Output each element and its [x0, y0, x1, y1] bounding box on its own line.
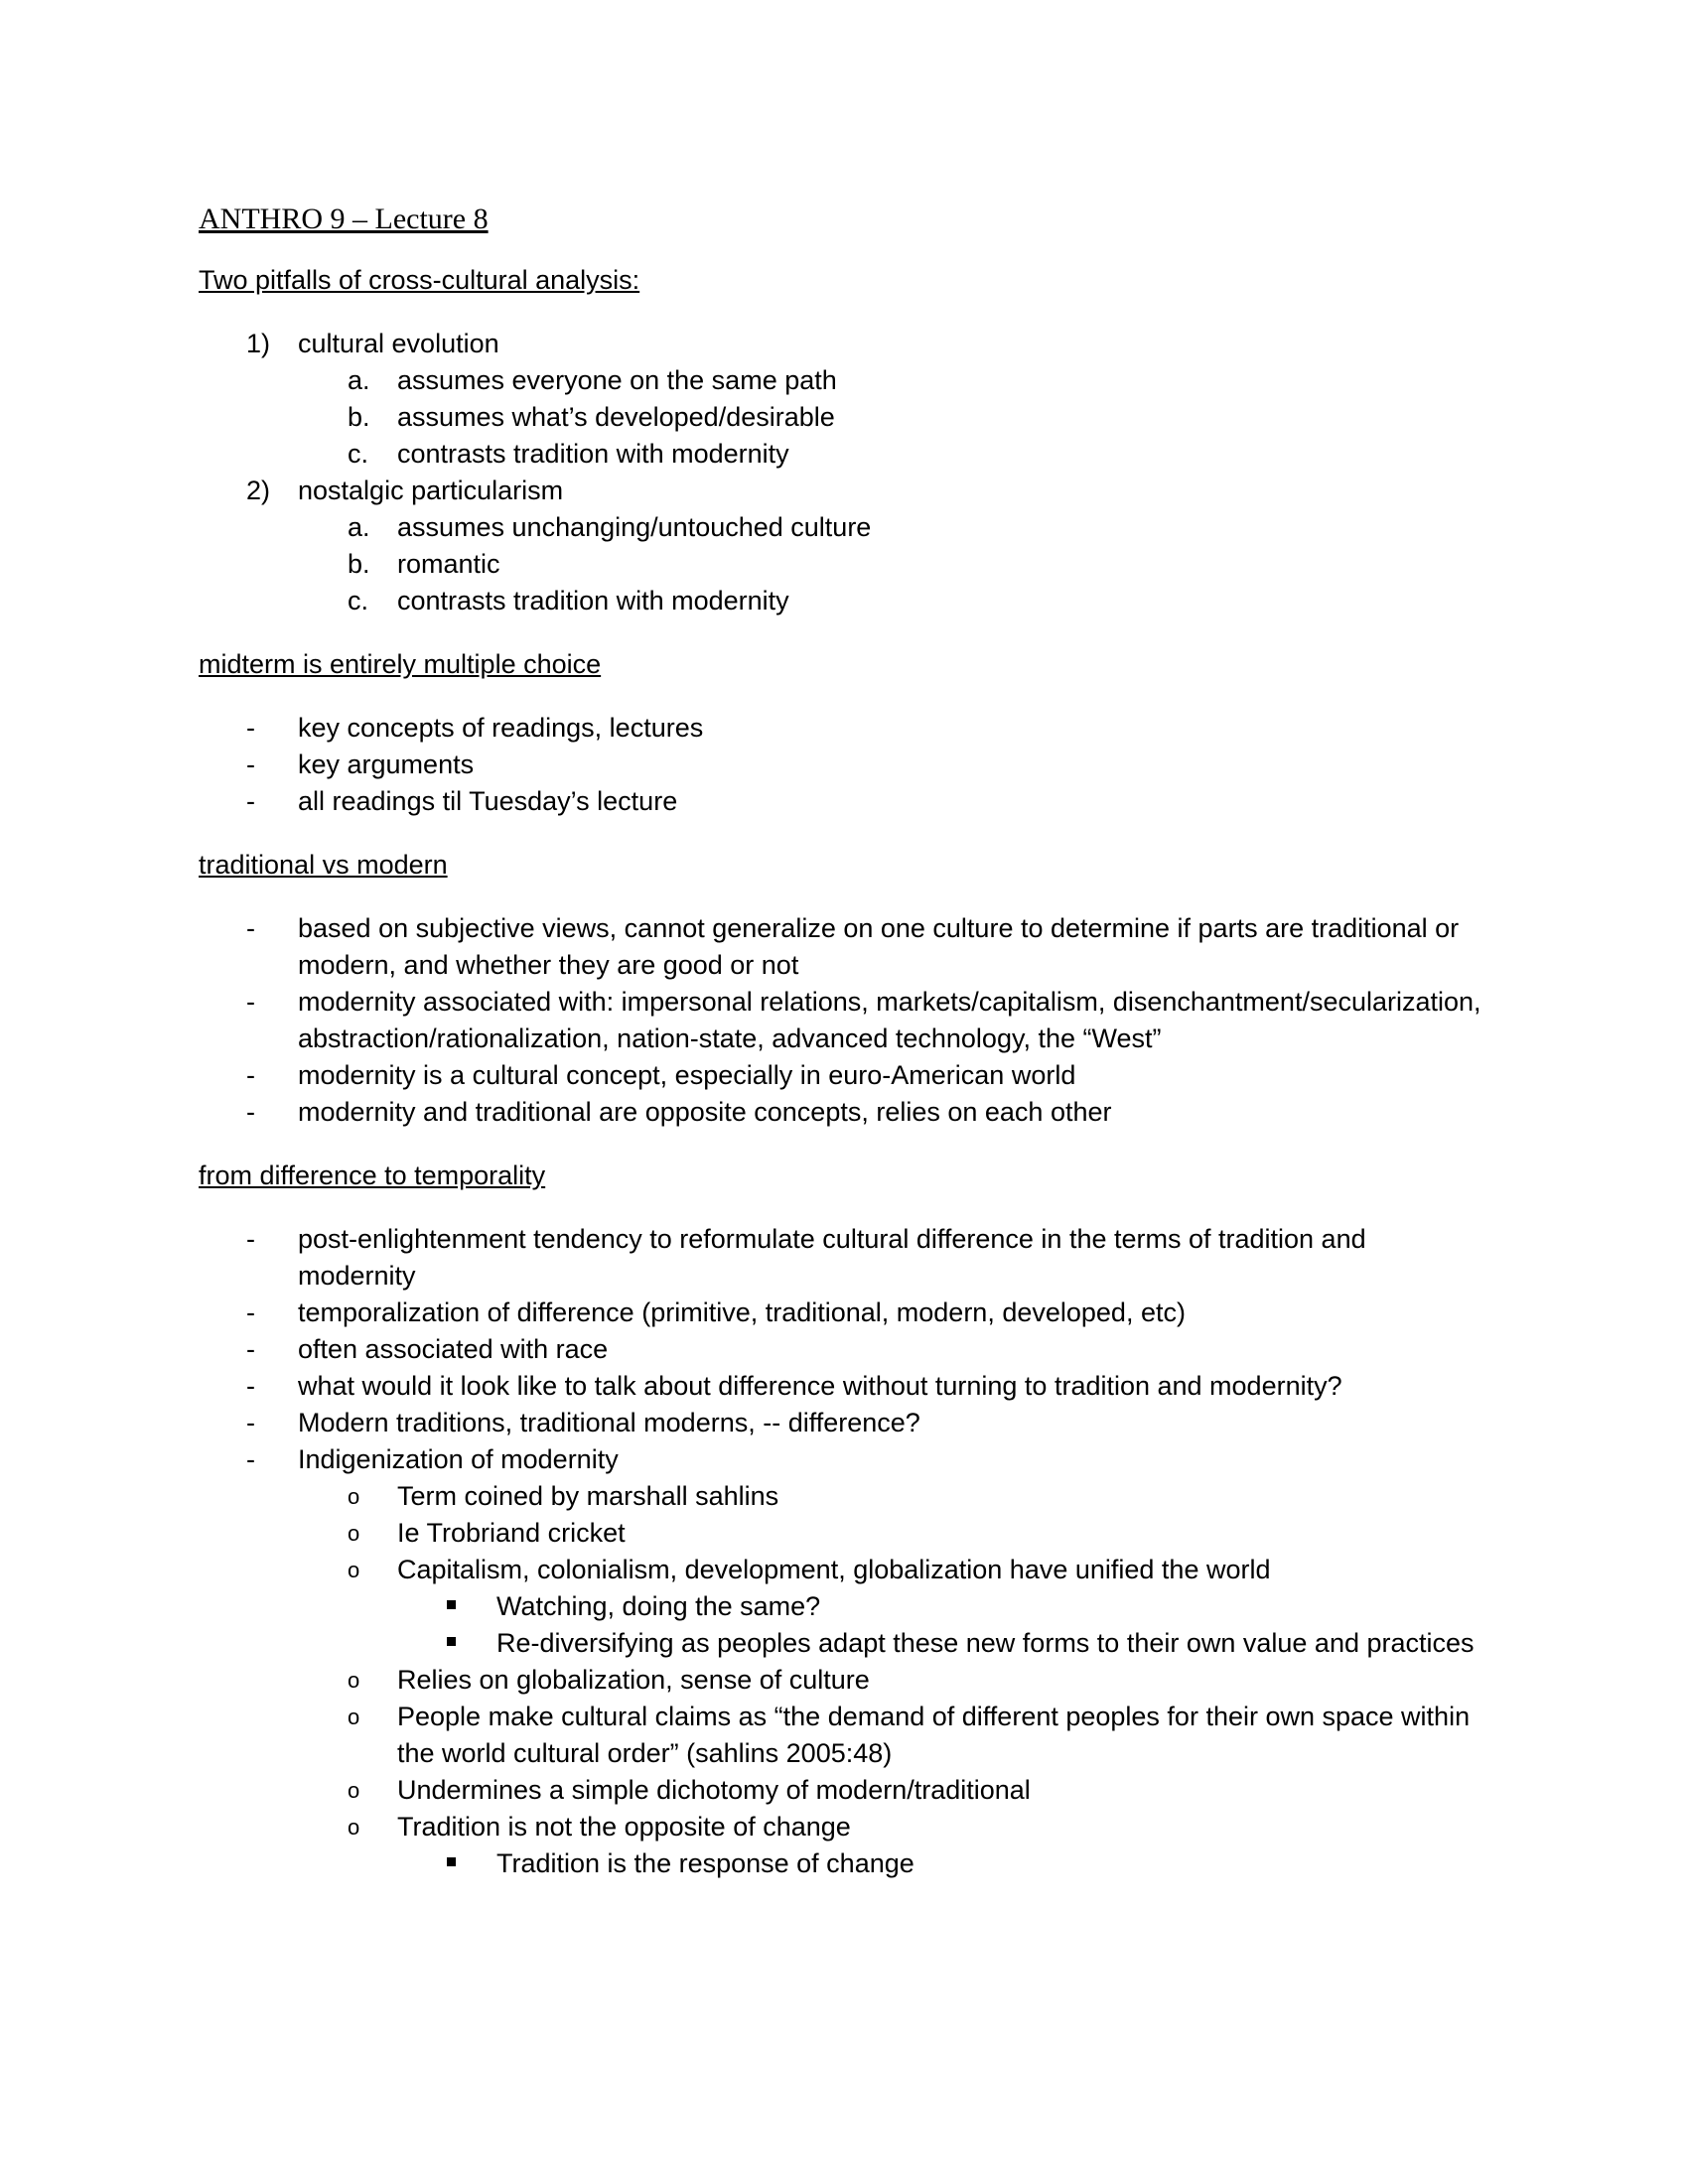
dash-bullet: -	[246, 1408, 255, 1437]
list-item	[199, 710, 1489, 747]
list-item	[199, 1221, 1489, 1295]
list-item-text: based on subjective views, cannot generalize on one culture to determine if parts are traditional or modern, and whether they are good or not	[298, 913, 1460, 980]
sub-list-item	[199, 1772, 1489, 1809]
section-heading-midterm: midterm is entirely multiple choice	[199, 649, 602, 679]
list-item	[199, 1057, 1489, 1094]
list-item-text: Undermines a simple dichotomy of modern/traditional	[397, 1775, 1031, 1805]
list-item-text: Ie Trobriand cricket	[397, 1518, 626, 1548]
list-letter: c.	[348, 439, 369, 469]
list-item-text: temporalization of difference (primitive, traditional, modern, developed, etc)	[298, 1297, 1186, 1327]
square-bullet	[447, 1625, 467, 1662]
list-item	[199, 910, 1489, 984]
dash-bullet: -	[246, 1371, 255, 1401]
list-number: 1)	[246, 329, 271, 358]
list-item-text: key concepts of readings, lectures	[298, 713, 704, 743]
list-item-text: cultural evolution	[298, 329, 499, 358]
list-item-text: modernity and traditional are opposite concepts, relies on each other	[298, 1097, 1112, 1127]
list-item-text: Term coined by marshall sahlins	[397, 1481, 779, 1511]
lettered-item	[199, 546, 1489, 583]
circle-bullet: o	[348, 1668, 360, 1693]
list-item	[199, 1094, 1489, 1131]
list-item	[199, 1405, 1489, 1441]
list-item-text: modernity is a cultural concept, especially in euro-American world	[298, 1060, 1076, 1090]
list-item-text: assumes everyone on the same path	[397, 365, 837, 395]
section-heading-traditional-vs-modern: traditional vs modern	[199, 850, 448, 880]
list-letter: c.	[348, 586, 369, 615]
list-item	[199, 1295, 1489, 1331]
circle-bullet: o	[348, 1484, 360, 1509]
list-item-text: modernity associated with: impersonal relations, markets/capitalism, disenchantment/secularization, abstraction/rationalization, nation-state, advanced technology, the “West”	[298, 987, 1481, 1053]
dash-bullet: -	[246, 1334, 255, 1364]
sub-list-item	[199, 1478, 1489, 1515]
list-item	[199, 1441, 1489, 1478]
list-letter: b.	[348, 402, 370, 432]
circle-bullet: o	[348, 1521, 360, 1546]
list-item-text: key arguments	[298, 750, 475, 779]
list-item-text: nostalgic particularism	[298, 476, 564, 505]
list-item-text: Tradition is the response of change	[496, 1848, 914, 1878]
sub-list-item	[199, 1809, 1489, 1845]
list-item-text: romantic	[397, 549, 500, 579]
section-heading-pitfalls: Two pitfalls of cross-cultural analysis:	[199, 265, 640, 295]
list-number: 2)	[246, 476, 271, 505]
circle-bullet: o	[348, 1705, 360, 1729]
document-page	[199, 200, 1489, 1882]
lettered-item	[199, 583, 1489, 619]
dash-bullet: -	[246, 750, 255, 779]
list-letter: a.	[348, 512, 370, 542]
list-item-text: all readings til Tuesday’s lecture	[298, 786, 678, 816]
dash-bullet: -	[246, 1444, 255, 1474]
list-item-text: Re-diversifying as peoples adapt these new forms to their own value and practices	[496, 1628, 1475, 1658]
list-item	[199, 747, 1489, 783]
list-item	[199, 1368, 1489, 1405]
sub-sub-list-item	[199, 1845, 1489, 1882]
square-bullet	[447, 1588, 467, 1625]
sub-list-item	[199, 1552, 1489, 1588]
numbered-item	[199, 473, 1489, 509]
lettered-item	[199, 362, 1489, 399]
list-item-text: what would it look like to talk about difference without turning to tradition and modernity?	[298, 1371, 1342, 1401]
list-item-text: Watching, doing the same?	[496, 1591, 821, 1621]
list-item-text: Capitalism, colonialism, development, globalization have unified the world	[397, 1555, 1271, 1584]
list-item	[199, 984, 1489, 1057]
list-item-text: People make cultural claims as “the demand of different peoples for their own space within the world cultural order” (sahlins 2005:48)	[397, 1702, 1471, 1768]
dash-bullet: -	[246, 1060, 255, 1090]
section-heading-temporality: from difference to temporality	[199, 1160, 546, 1190]
circle-bullet: o	[348, 1558, 360, 1582]
sub-list-item	[199, 1699, 1489, 1772]
sub-list-item	[199, 1662, 1489, 1699]
sub-sub-list-item	[199, 1588, 1489, 1625]
list-item-text: Indigenization of modernity	[298, 1444, 619, 1474]
list-item-text: contrasts tradition with modernity	[397, 439, 789, 469]
list-item-text: Relies on globalization, sense of culture	[397, 1665, 870, 1695]
sub-sub-list-item	[199, 1625, 1489, 1662]
list-item	[199, 1331, 1489, 1368]
square-bullet	[447, 1845, 467, 1882]
lettered-item	[199, 399, 1489, 436]
lettered-item	[199, 436, 1489, 473]
dash-bullet: -	[246, 786, 255, 816]
sub-list-item	[199, 1515, 1489, 1552]
list-item-text: Tradition is not the opposite of change	[397, 1812, 851, 1842]
dash-bullet: -	[246, 1224, 255, 1254]
page-title: ANTHRO 9 – Lecture 8	[199, 203, 489, 235]
dash-bullet: -	[246, 913, 255, 943]
numbered-item	[199, 326, 1489, 362]
lettered-item	[199, 509, 1489, 546]
circle-bullet: o	[348, 1815, 360, 1840]
dash-bullet: -	[246, 713, 255, 743]
list-letter: b.	[348, 549, 370, 579]
list-item	[199, 783, 1489, 820]
dash-bullet: -	[246, 987, 255, 1017]
list-item-text: Modern traditions, traditional moderns, -- difference?	[298, 1408, 920, 1437]
dash-bullet: -	[246, 1097, 255, 1127]
circle-bullet: o	[348, 1778, 360, 1803]
list-item-text: post-enlightenment tendency to reformulate cultural difference in the terms of tradition and modernity	[298, 1224, 1366, 1291]
list-item-text: assumes what’s developed/desirable	[397, 402, 835, 432]
list-item-text: assumes unchanging/untouched culture	[397, 512, 872, 542]
dash-bullet: -	[246, 1297, 255, 1327]
list-item-text: often associated with race	[298, 1334, 609, 1364]
list-item-text: contrasts tradition with modernity	[397, 586, 789, 615]
list-letter: a.	[348, 365, 370, 395]
